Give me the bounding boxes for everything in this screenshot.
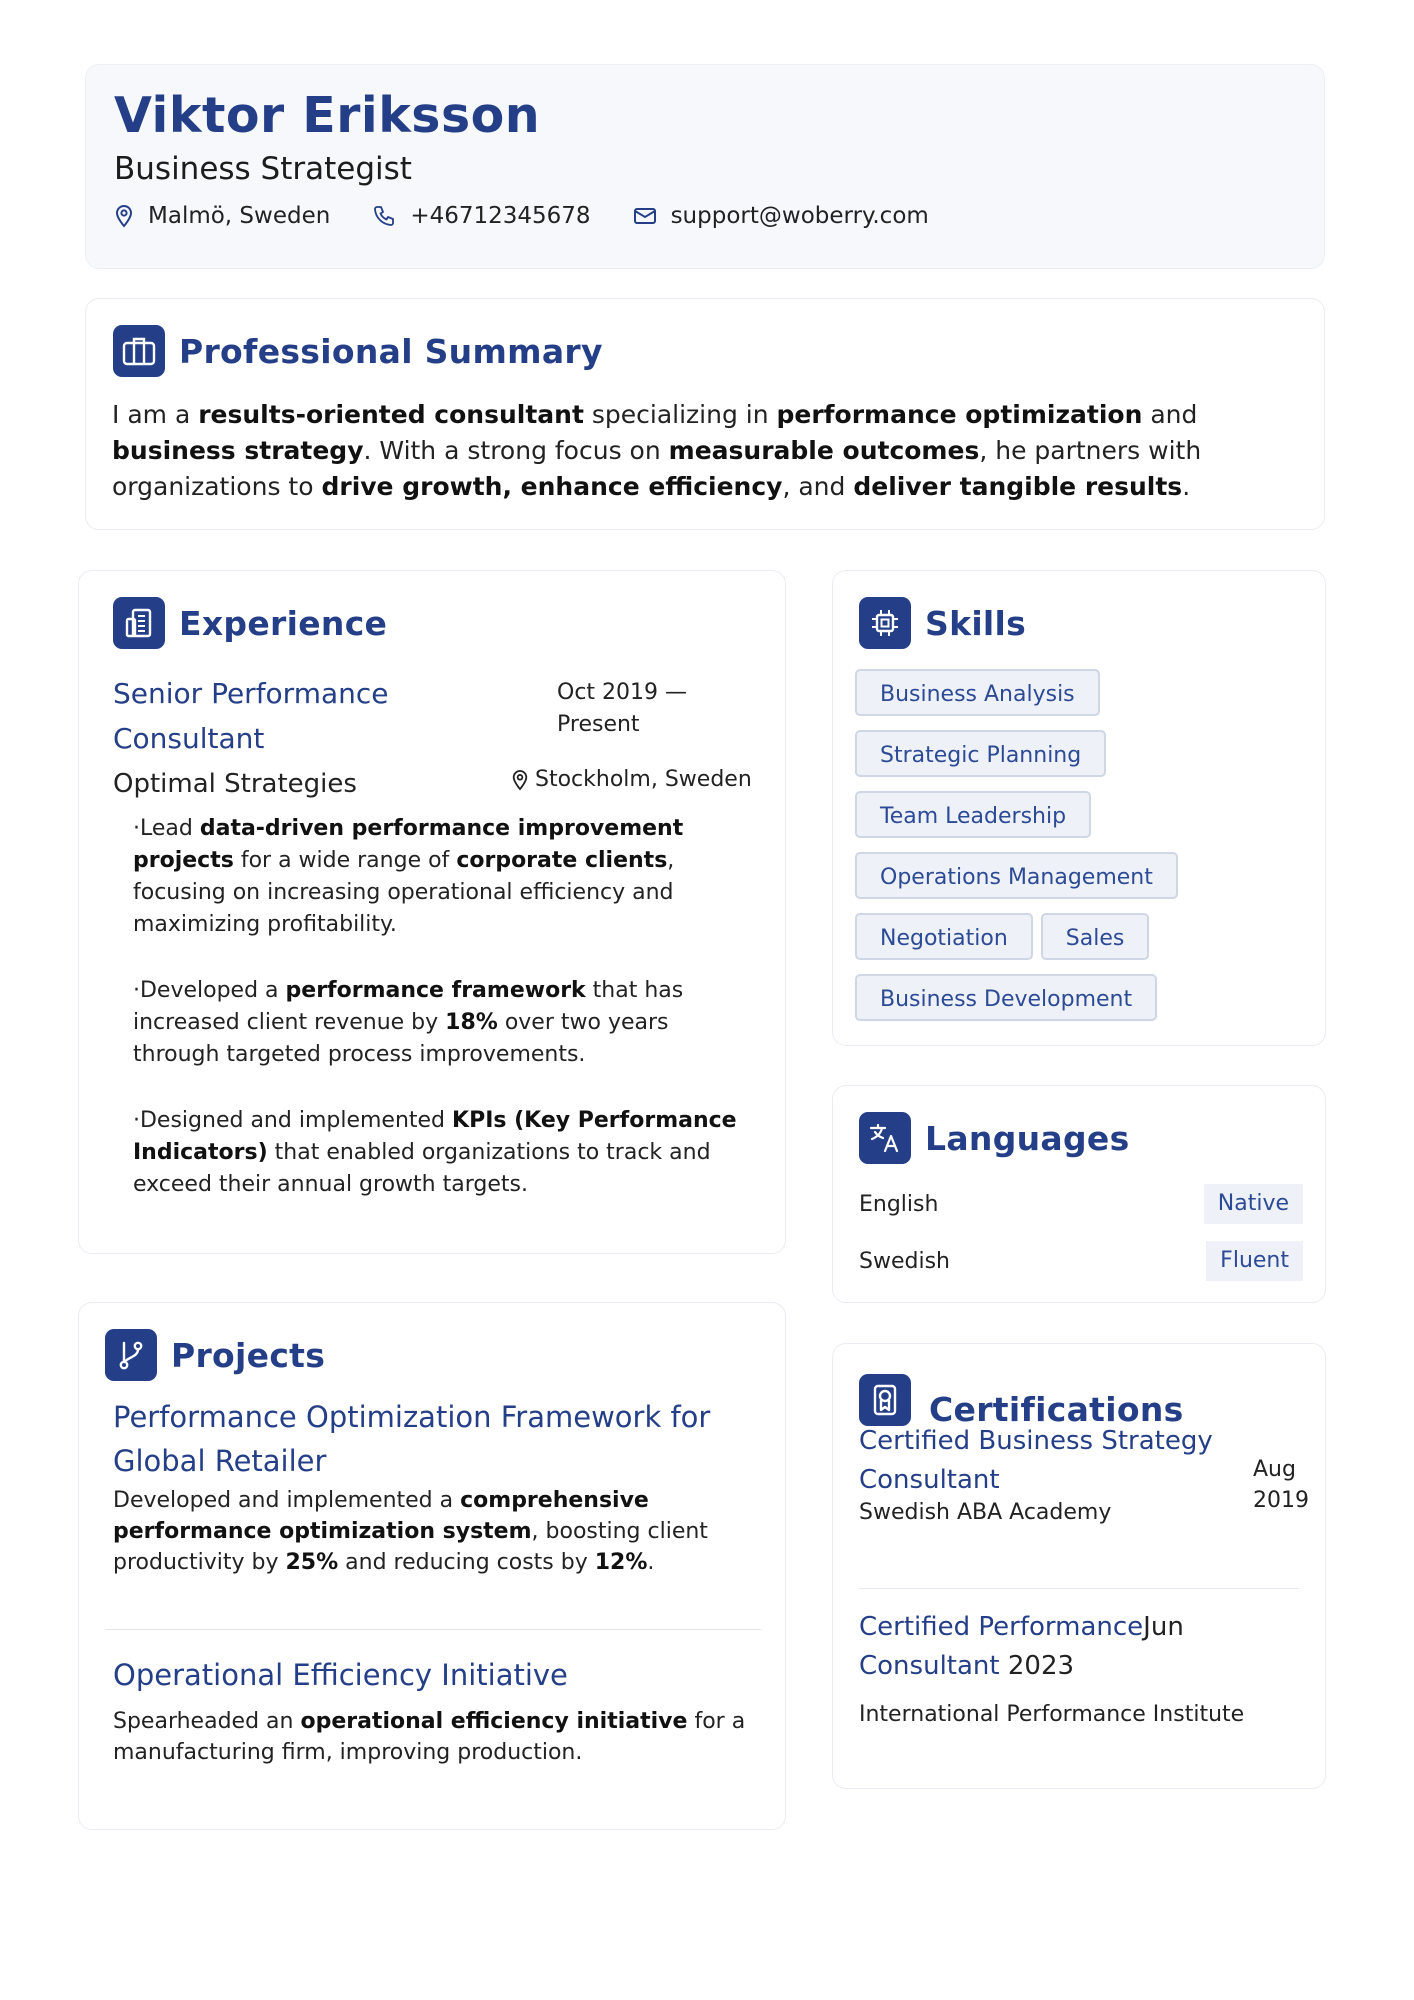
candidate-name: Viktor Eriksson xyxy=(114,87,541,144)
contact-row xyxy=(114,203,971,229)
language-row xyxy=(859,1184,1303,1224)
project-title: Performance Optimization Framework for Global Retailer xyxy=(113,1400,711,1478)
cert-date: Aug 2019 xyxy=(1253,1457,1309,1513)
project-description: Spearheaded an operational efficiency initiative for a manufacturing firm, improving production. xyxy=(113,1709,746,1765)
job-title: Senior Performance Consultant xyxy=(113,677,389,755)
experience-card xyxy=(78,570,786,1254)
job-bullet: ·Lead data-driven performance improvement projects for a wide range of corporate clients, focusing on increasing operational efficiency and maximizing profitability. xyxy=(133,816,684,937)
summary-card xyxy=(85,298,1325,530)
section-title: Experience xyxy=(179,603,388,643)
building-icon xyxy=(113,597,165,649)
section-title: Projects xyxy=(171,1335,326,1375)
cert-title xyxy=(859,1608,1184,1686)
contact-phone[interactable] xyxy=(372,203,590,229)
languages-card xyxy=(832,1085,1326,1303)
summary-heading xyxy=(113,325,603,377)
email-text[interactable]: support@woberry.com xyxy=(670,203,929,229)
cert-date-part: Jun xyxy=(1143,1612,1184,1642)
project-description: Developed and implemented a comprehensive performance optimization system, boosting client productivity by 25% and reducing costs by 12%. xyxy=(113,1488,708,1575)
job-bullets xyxy=(133,813,753,1235)
job-bullet: ·Designed and implemented KPIs (Key Performance Indicators) that enabled organizations to track and exceed their annual growth targets. xyxy=(133,1108,737,1197)
job-location xyxy=(511,767,752,792)
contact-location xyxy=(114,203,330,229)
section-title: Languages xyxy=(925,1118,1130,1158)
languages-heading xyxy=(859,1112,1130,1164)
skill-chip: Negotiation xyxy=(855,913,1033,960)
job-bullet: ·Developed a performance framework that has increased client revenue by 18% over two years through targeted process improvements. xyxy=(133,978,684,1067)
summary-text: I am a results-oriented consultant specializing in performance optimization and business strategy. With a strong focus on measurable outcomes, he partners with organizations to drive growth, enhance efficiency, and deliver tangible results. xyxy=(112,400,1202,501)
divider xyxy=(859,1588,1299,1589)
language-level: Native xyxy=(1204,1184,1303,1224)
cert-title-part: Consultant xyxy=(859,1651,1000,1681)
section-title: Certifications xyxy=(929,1390,1184,1429)
section-title: Skills xyxy=(925,603,1027,643)
job-company: Optimal Strategies xyxy=(113,769,357,799)
contact-email[interactable] xyxy=(633,203,929,229)
skill-chip: Operations Management xyxy=(855,852,1178,899)
skill-chip: Team Leadership xyxy=(855,791,1091,838)
projects-heading xyxy=(105,1329,325,1381)
projects-card xyxy=(78,1302,786,1830)
certifications-card xyxy=(832,1343,1326,1789)
cert-title-part: Certified Performance xyxy=(859,1612,1144,1642)
language-row xyxy=(859,1241,1303,1281)
certifications-heading xyxy=(859,1370,1184,1429)
git-branch-icon xyxy=(105,1329,157,1381)
skills-card xyxy=(832,570,1326,1046)
briefcase-icon xyxy=(113,325,165,377)
header-card xyxy=(85,64,1325,269)
phone-icon xyxy=(372,204,396,228)
candidate-title: Business Strategist xyxy=(114,151,412,187)
award-icon xyxy=(859,1374,911,1426)
skill-list xyxy=(855,669,1315,1035)
skill-chip: Sales xyxy=(1041,913,1150,960)
project-title: Operational Efficiency Initiative xyxy=(113,1658,568,1692)
map-pin-icon xyxy=(511,769,529,791)
location-text: Malmö, Sweden xyxy=(148,203,331,229)
language-level: Fluent xyxy=(1206,1241,1303,1281)
translate-icon xyxy=(859,1112,911,1164)
cert-date-part: 2023 xyxy=(1007,1651,1075,1681)
skill-chip: Business Analysis xyxy=(855,669,1100,716)
divider xyxy=(105,1629,761,1630)
language-name: English xyxy=(859,1191,939,1217)
language-name: Swedish xyxy=(859,1248,950,1274)
cert-org: International Performance Institute xyxy=(859,1702,1245,1727)
job-date: Oct 2019 — Present xyxy=(557,680,688,737)
mail-icon xyxy=(633,206,657,226)
skill-chip: Strategic Planning xyxy=(855,730,1106,777)
map-pin-icon xyxy=(114,204,134,228)
phone-text[interactable]: +46712345678 xyxy=(410,203,591,229)
job-location-text: Stockholm, Sweden xyxy=(535,767,752,792)
cert-title: Certified Business Strategy Consultant xyxy=(859,1426,1213,1495)
experience-heading xyxy=(113,597,387,649)
chip-icon xyxy=(859,597,911,649)
skill-chip: Business Development xyxy=(855,974,1157,1021)
skills-heading xyxy=(859,597,1026,649)
section-title: Professional Summary xyxy=(179,331,603,371)
cert-org: Swedish ABA Academy xyxy=(859,1500,1112,1525)
